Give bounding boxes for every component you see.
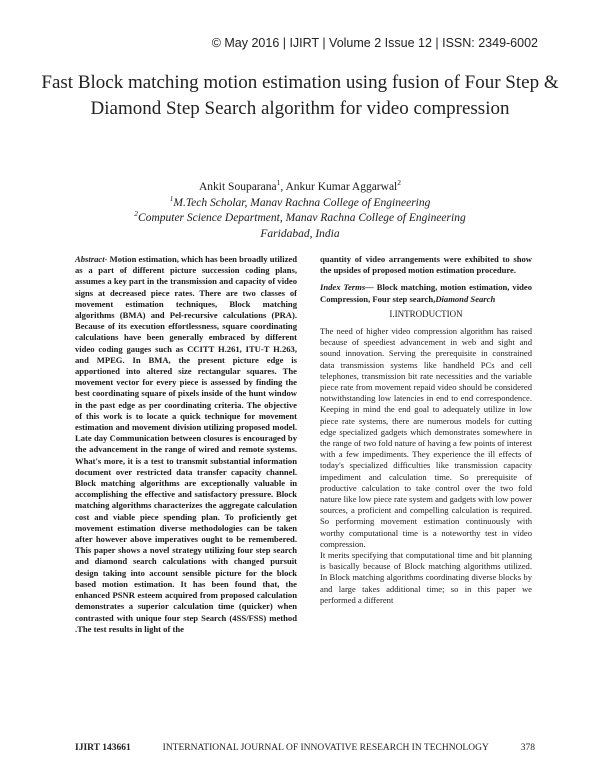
abstract-label: Abstract- xyxy=(75,254,108,264)
abstract-continuation: quantity of video arrangements were exhibited to show the upsides of proposed motion estimation procedure. xyxy=(320,254,532,276)
paper-title: Fast Block matching motion estimation using fusion of Four Step & Diamond Step Search algorithm for video compression xyxy=(41,72,559,119)
author-1-sup: 1 xyxy=(276,178,281,188)
intro-paragraph-1: The need of higher video compression algorithm has raised because of speediest advancement in web and sight and sound innovation. Serving the prerequisite in constrained data transmission systems like handheld PCs and cell telephones, transmission bit rate necessities and the variable piece rate from movement repaid video should be considered notwithstanding low latencies in end to end correspondence. Keeping in mind the end goal to adequately utilize in low piece rate systems, there are numerous models for cutting edge specialized gadgets which demonstrates somewhere in the range of two fold nature of having a few points of interest with a few impediments. They experience the ill effects of today's specialized difficulties like transmission capacity impediment and calculation time. So prerequisite of productive calculation to take control over the two fold nature like low piece rate system and gadgets with low power sources, a proficient and compelling calculation is required. So performing movement estimation continuously with worthy computational time is a noteworthy test in video compression. xyxy=(320,326,532,549)
footer-journal-name: INTERNATIONAL JOURNAL OF INNOVATIVE RESEARCH IN TECHNOLOGY xyxy=(162,743,489,753)
affiliation-location: Faridabad, India xyxy=(260,227,340,240)
affiliation-1-sup: 1 xyxy=(169,193,174,203)
index-terms-last: Diamond Search xyxy=(435,293,496,304)
section-heading: I.INTRODUCTION xyxy=(389,308,463,319)
introduction-body xyxy=(320,326,532,606)
footer-paper-id: IJIRT 143661 xyxy=(75,743,131,753)
author-2-sup: 2 xyxy=(397,178,401,188)
index-terms-text: Block matching, motion estimation, video Compression, Four step search, xyxy=(320,282,532,304)
author-separator: , xyxy=(280,181,286,193)
affiliation-2 xyxy=(40,211,560,227)
author-names xyxy=(40,180,560,196)
journal-header: © May 2016 | IJIRT | Volume 2 Issue 12 | ISSN: 2349-6002 xyxy=(211,36,538,50)
page-footer xyxy=(75,743,535,753)
right-column xyxy=(320,254,532,606)
index-terms-label: Index Terms— xyxy=(320,282,374,293)
footer-page-number: 378 xyxy=(520,743,535,753)
index-terms xyxy=(320,282,532,304)
affiliation-1-text: M.Tech Scholar, Manav Rachna College of Engineering xyxy=(173,196,431,209)
affiliation-2-sup: 2 xyxy=(134,209,139,219)
author-block xyxy=(40,180,560,242)
author-1: Ankit Souparana xyxy=(198,181,277,193)
affiliation-1 xyxy=(40,193,560,212)
intro-paragraph-2: It merits specifying that computational time and bit planning is basically because of Block matching algorithms utilized. In Block matching algorithms coordinating diverse blocks by and large takes additional time; so in this paper we performed a different xyxy=(320,550,532,605)
affiliation-2-text: Computer Science Department, Manav Rachna College of Engineering xyxy=(138,212,466,224)
abstract-column xyxy=(75,254,297,635)
abstract-text: Motion estimation, which has been broadly utilized as a part of different picture succession coding plans, assumes a key part in the transmission and capacity of video signs at decreased piece rates. There are two classes of movement estimation techniques, Block matching algorithms (BMA) and Pel-recursive calculations (PRA). Because of its execution effortlessness, square coordinating calculations have been generally embraced by different video coding gauges such as CCITT H.261, ITU-T H.263, and MPEG. In BMA, the present picture edge is apportioned into altered size rectangular squares. The movement vector for every piece is assessed by finding the best coordinating square of pixels inside of the hunt window in the past edge as per coordinating criteria. The objective of this work is to locate a quick technique for movement estimation and movement division utilizing proposed model. Late day Communication between closures is encouraged by the advancement in the range of wired and remote systems. What's more, it is a test to transmit substantial information document over restricted data transfer capacity channel. Block matching algorithms are exceptionally valuable in accomplishing the effective and satisfactory pressure. Block matching algorithms characterizes the aggregate calculation cost and viable piece spending plan. To proficiently get movement estimation diverse methodologies can be taken after however above imperatives ought to be remembered. This paper shows a novel strategy utilizing four step search and diamond search calculations with changed pursuit design taking into account sensible picture for the block based motion estimation. It has been found that, the enhanced PSNR esteem acquired from proposed calculation demonstrates a superior calculation time (quicker) when contrasted with unique four step Search (4SS/FSS) method .The test results in light of the xyxy=(75,254,297,634)
author-2: Ankur Kumar Aggarwal xyxy=(285,181,398,193)
